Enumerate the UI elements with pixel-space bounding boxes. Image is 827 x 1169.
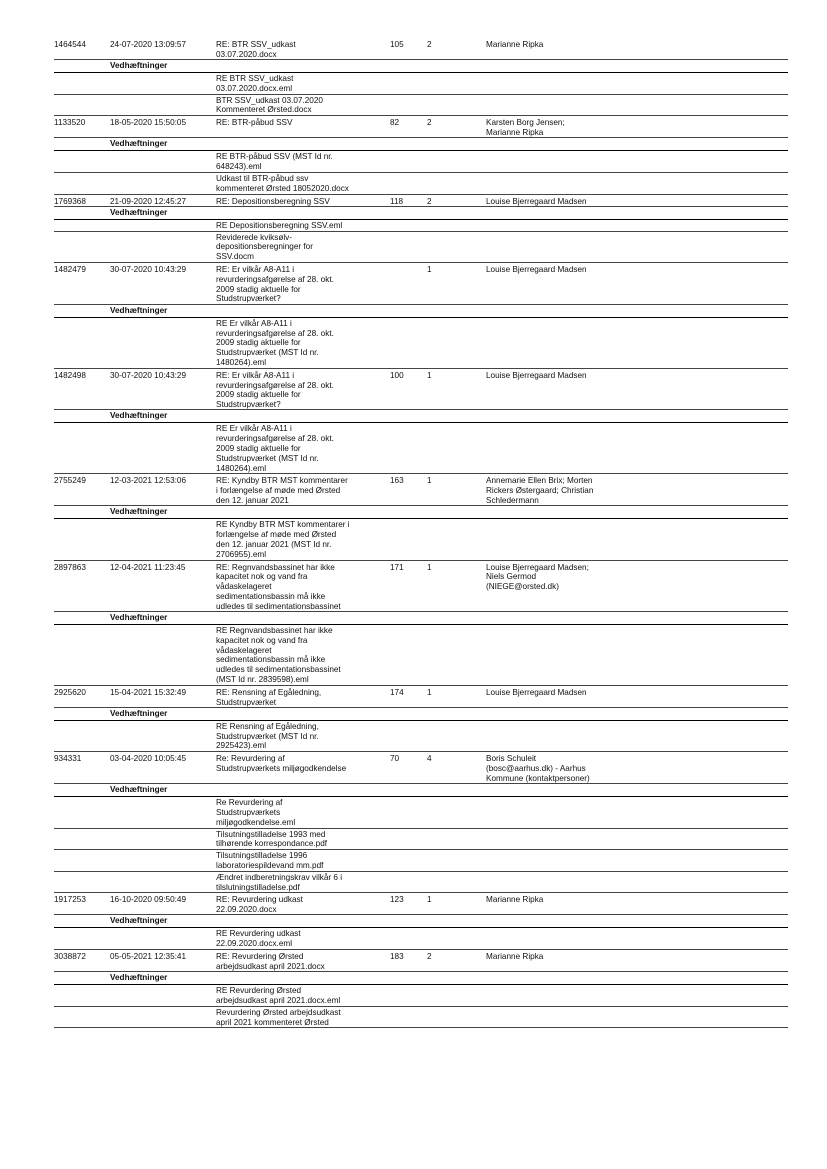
record-date: 16-10-2020 09:50:49 xyxy=(110,895,187,905)
record-row[interactable] xyxy=(54,369,788,411)
record-recipients: Louise Bjerregaard Madsen xyxy=(486,265,587,275)
record-id: 934331 xyxy=(54,754,82,764)
record-title: RE: Rensning af Egåledning, Studstrupværket xyxy=(216,687,322,707)
attachment-filename: Re Revurdering af Studstrupværkets miljøgodkendelse.eml xyxy=(216,798,296,827)
record-count: 2 xyxy=(427,196,432,206)
record-size: 100 xyxy=(390,370,404,380)
attachments-header xyxy=(54,972,788,985)
record-date: 12-03-2021 12:53:06 xyxy=(110,476,187,486)
attachment-item[interactable] xyxy=(54,625,788,686)
record-date: 12-04-2021 11:23:45 xyxy=(110,562,186,572)
attachments-header xyxy=(54,207,788,220)
record-row[interactable] xyxy=(54,474,788,506)
attachment-filename: RE Regnvandsbassinet har ikke kapacitet nok og vand fra vådaskelageret sedimentationsbassin må ikke udledes til sedimentationsbassinet (MST Id nr. 2839598).eml xyxy=(216,626,341,684)
record-recipients: Marianne Ripka xyxy=(486,952,544,962)
attachment-item[interactable] xyxy=(54,797,788,828)
attachment-filename: BTR SSV_udkast 03.07.2020 Kommenteret Ørsted.docx xyxy=(216,95,323,115)
record-title: RE: BTR SSV_udkast 03.07.2020.docx xyxy=(216,40,296,59)
record-row[interactable] xyxy=(54,38,788,60)
attachments-header xyxy=(54,612,788,625)
record-title: RE: Revurdering Ørsted arbejdsudkast april 2021.docx xyxy=(216,952,325,971)
record-count: 1 xyxy=(427,370,432,380)
record-id: 1769368 xyxy=(54,196,86,206)
attachment-filename: RE Revurdering udkast 22.09.2020.docx.eml xyxy=(216,929,301,949)
attachments-header xyxy=(54,784,788,797)
record-title: RE: BTR-påbud SSV xyxy=(216,118,293,128)
record-title: RE: Kyndby BTR MST kommentarer i forlængelse af møde med Ørsted den 12. januar 2021 xyxy=(216,476,348,506)
record-recipients: Karsten Borg Jensen; Marianne Ripka xyxy=(486,118,565,138)
record-size: 174 xyxy=(390,687,404,697)
record-date: 30-07-2020 10:43:29 xyxy=(110,370,187,380)
attachment-filename: Ændret indberetningskrav vilkår 6 i tilslutningstilladelse.pdf xyxy=(216,872,343,892)
attachment-item[interactable] xyxy=(54,829,788,851)
record-recipients: Louise Bjerregaard Madsen; Niels Germod (NIEGE@orsted.dk) xyxy=(486,562,589,592)
attachment-filename: RE BTR SSV_udkast 03.07.2020.docx.eml xyxy=(216,74,294,93)
record-id: 2755249 xyxy=(54,476,86,486)
attachments-label: Vedhæftninger xyxy=(110,207,168,217)
attachment-filename: Tilsutningstilladelse 1993 med tilhørende korrespondance.pdf xyxy=(216,829,328,849)
record-id: 1482498 xyxy=(54,370,86,380)
record-id: 1482479 xyxy=(54,265,86,275)
record-title: Re: Revurdering af Studstrupværkets miljøgodkendelse xyxy=(216,754,347,774)
attachment-item[interactable] xyxy=(54,872,788,894)
record-recipients: Louise Bjerregaard Madsen xyxy=(486,196,587,206)
attachment-item[interactable] xyxy=(54,721,788,752)
attachment-filename: RE Er vilkår A8-A11 i revurderingsafgørelse af 28. okt. 2009 stadig aktuelle for Studstrupværket (MST Id nr. 1480264).eml xyxy=(216,318,334,367)
record-title: RE: Revurdering udkast 22.09.2020.docx xyxy=(216,895,303,915)
attachment-item[interactable] xyxy=(54,985,788,1007)
record-count: 1 xyxy=(427,265,432,275)
record-id: 2897863 xyxy=(54,562,86,572)
attachment-item[interactable] xyxy=(54,1007,788,1029)
attachments-header xyxy=(54,410,788,423)
attachment-filename: Reviderede kviksølv- depositionsberegninger for SSV.docm xyxy=(216,232,313,262)
record-date: 18-05-2020 15:50:05 xyxy=(110,118,187,128)
record-count: 1 xyxy=(427,476,432,486)
attachments-header xyxy=(54,506,788,519)
record-row[interactable] xyxy=(54,686,788,708)
record-id: 2925620 xyxy=(54,687,86,697)
record-title: RE: Regnvandsbassinet har ikke kapacitet nok og vand fra vådaskelageret sedimentationsbassin må ikke udledes til sedimentationsbassinet xyxy=(216,562,341,611)
attachments-label: Vedhæftninger xyxy=(110,507,168,517)
record-size: 82 xyxy=(390,118,400,128)
attachment-filename: RE BTR-påbud SSV (MST Id nr. 648243).eml xyxy=(216,152,333,172)
attachments-label: Vedhæftninger xyxy=(110,916,168,926)
attachments-header xyxy=(54,915,788,928)
record-id: 1133520 xyxy=(54,118,86,128)
record-recipients: Louise Bjerregaard Madsen xyxy=(486,687,587,697)
attachments-label: Vedhæftninger xyxy=(110,139,168,149)
record-row[interactable] xyxy=(54,752,788,784)
attachment-filename: Udkast til BTR-påbud ssv kommenteret Ørsted 18052020.docx xyxy=(216,173,349,193)
record-row[interactable] xyxy=(54,893,788,915)
attachments-label: Vedhæftninger xyxy=(110,61,168,71)
attachment-filename: RE Er vilkår A8-A11 i revurderingsafgørelse af 28. okt. 2009 stadig aktuelle for Studstrupværket (MST Id nr. 1480264).eml xyxy=(216,424,334,473)
record-row[interactable] xyxy=(54,195,788,207)
attachment-item[interactable] xyxy=(54,318,788,369)
attachment-item[interactable] xyxy=(54,151,788,173)
attachment-item[interactable] xyxy=(54,220,788,232)
record-size: 183 xyxy=(390,952,404,962)
attachment-filename: RE Revurdering Ørsted arbejdsudkast april 2021.docx.eml xyxy=(216,986,341,1005)
record-row[interactable] xyxy=(54,263,788,305)
attachment-item[interactable] xyxy=(54,95,788,117)
record-count: 1 xyxy=(427,895,432,905)
record-recipients: Marianne Ripka xyxy=(486,895,544,905)
record-count: 1 xyxy=(427,562,432,572)
record-date: 24-07-2020 13:09:57 xyxy=(110,40,187,49)
record-size: 118 xyxy=(390,196,404,206)
attachments-label: Vedhæftninger xyxy=(110,305,168,315)
attachments-label: Vedhæftninger xyxy=(110,785,168,795)
record-size: 163 xyxy=(390,476,404,486)
record-date: 05-05-2021 12:35:41 xyxy=(110,952,187,962)
attachment-filename: Revurdering Ørsted arbejdsudkast april 2021 kommenteret Ørsted xyxy=(216,1007,341,1027)
attachments-label: Vedhæftninger xyxy=(110,613,168,622)
record-date: 15-04-2021 15:32:49 xyxy=(110,687,187,697)
record-recipients: Annemarie Ellen Brix; Morten Rickers Østergaard; Christian Schledermann xyxy=(486,476,594,506)
attachments-label: Vedhæftninger xyxy=(110,411,168,421)
attachment-item[interactable] xyxy=(54,232,788,263)
attachments-header xyxy=(54,138,788,151)
attachments-label: Vedhæftninger xyxy=(110,973,168,983)
record-count: 2 xyxy=(427,118,432,128)
attachments-label: Vedhæftninger xyxy=(110,708,168,718)
attachment-item[interactable] xyxy=(54,173,788,195)
attachment-filename: RE Rensning af Egåledning, Studstrupværket (MST Id nr. 2925423).eml xyxy=(216,721,319,751)
attachment-filename: RE Depositionsberegning SSV.eml xyxy=(216,220,343,230)
record-count: 2 xyxy=(427,40,432,49)
record-recipients: Boris Schuleit (bosc@aarhus.dk) - Aarhus Kommune (kontaktpersoner) xyxy=(486,754,590,783)
record-recipients: Louise Bjerregaard Madsen xyxy=(486,370,587,380)
record-size: 123 xyxy=(390,895,404,905)
record-date: 21-09-2020 12:45:27 xyxy=(110,196,187,206)
record-id: 1464544 xyxy=(54,40,86,49)
attachments-header xyxy=(54,305,788,318)
attachments-header xyxy=(54,708,788,721)
record-row[interactable] xyxy=(54,950,788,972)
record-count: 1 xyxy=(427,687,432,697)
attachment-item[interactable] xyxy=(54,73,788,95)
record-count: 2 xyxy=(427,952,432,962)
attachment-item[interactable] xyxy=(54,423,788,474)
record-row[interactable] xyxy=(54,116,788,138)
attachment-item[interactable] xyxy=(54,850,788,872)
attachment-item[interactable] xyxy=(54,928,788,950)
record-date: 03-04-2020 10:05:45 xyxy=(110,754,187,764)
attachment-divider xyxy=(54,1027,788,1028)
record-recipients: Marianne Ripka xyxy=(486,40,544,49)
record-title: RE: Er vilkår A8-A11 i revurderingsafgørelse af 28. okt. 2009 stadig aktuelle for Studstrupværket? xyxy=(216,265,334,304)
record-size: 70 xyxy=(390,754,400,764)
record-id: 3038872 xyxy=(54,952,86,962)
record-count: 4 xyxy=(427,754,432,764)
attachments-header xyxy=(54,60,788,73)
record-size: 105 xyxy=(390,40,404,49)
record-size: 171 xyxy=(390,562,404,572)
record-date: 30-07-2020 10:43:29 xyxy=(110,265,187,275)
record-id: 1917253 xyxy=(54,895,86,905)
record-title: RE: Depositionsberegning SSV xyxy=(216,196,330,206)
attachment-filename: Tilsutningstilladelse 1996 laboratoriespildevand mm.pdf xyxy=(216,851,324,870)
record-title: RE: Er vilkår A8-A11 i revurderingsafgørelse af 28. okt. 2009 stadig aktuelle for Studstrupværket? xyxy=(216,370,334,410)
email-log-table xyxy=(54,38,788,1028)
attachment-item[interactable] xyxy=(54,519,788,560)
record-row[interactable] xyxy=(54,561,788,613)
attachment-filename: RE Kyndby BTR MST kommentarer i forlængelse af møde med Ørsted den 12. januar 2021 (MST Id nr. 2706955).eml xyxy=(216,520,350,559)
